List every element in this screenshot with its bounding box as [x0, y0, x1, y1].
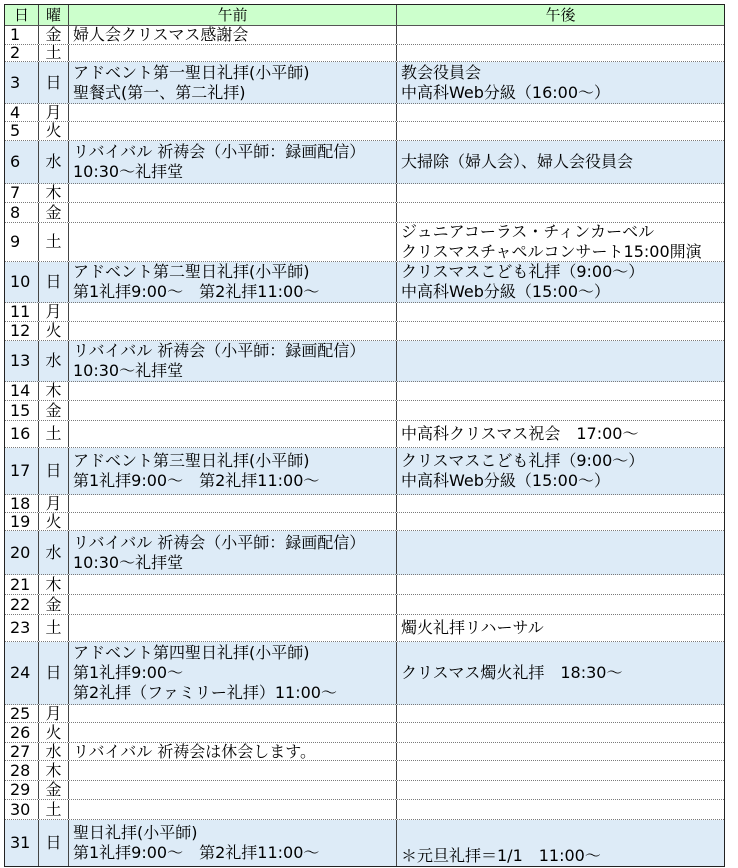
weekday-cell: 月 — [39, 303, 69, 321]
am-line: 第1礼拝9:00～ — [73, 663, 184, 682]
weekday-cell: 金 — [39, 595, 69, 614]
weekday-cell: 水 — [39, 531, 69, 574]
pm-cell — [397, 761, 724, 780]
am-line: アドベント第三聖日礼拝(小平師) — [73, 451, 310, 470]
pm-cell — [397, 184, 724, 202]
day-cell: 27 — [5, 743, 39, 760]
day-cell: 18 — [5, 495, 39, 512]
schedule-row — [5, 184, 724, 203]
weekday-cell: 木 — [39, 382, 69, 400]
header-pm: 午後 — [545, 6, 576, 24]
weekday-cell: 金 — [39, 203, 69, 222]
schedule-row — [5, 723, 724, 743]
am-cell — [69, 723, 397, 742]
am-line: 婦人会クリスマス感謝会 — [73, 26, 249, 44]
am-cell — [69, 401, 397, 420]
weekday-cell: 月 — [39, 705, 69, 722]
pm-cell — [397, 743, 724, 760]
am-cell — [69, 223, 397, 261]
schedule-row — [5, 642, 724, 705]
header-am: 午前 — [69, 5, 397, 25]
weekday-cell: 土 — [39, 421, 69, 447]
day-cell: 2 — [5, 45, 39, 61]
day-cell: 8 — [5, 203, 39, 222]
am-cell — [69, 303, 397, 321]
schedule-row — [5, 62, 724, 104]
am-line: 第1礼拝9:00～ 第2礼拝11:00～ — [73, 471, 320, 490]
weekday-cell: 水 — [39, 743, 69, 760]
pm-cell — [397, 401, 724, 420]
pm-cell — [397, 800, 724, 819]
day-cell: 29 — [5, 781, 39, 799]
day-cell: 21 — [5, 575, 39, 594]
am-line: 10:30～礼拝堂 — [73, 162, 184, 181]
weekday-cell: 水 — [39, 341, 69, 381]
pm-cell — [397, 104, 724, 121]
am-line: アドベント第四聖日礼拝(小平師) — [73, 643, 310, 662]
schedule-row — [5, 615, 724, 642]
pm-cell — [397, 62, 724, 103]
schedule-row — [5, 781, 724, 800]
schedule-row — [5, 223, 724, 262]
schedule-row — [5, 122, 724, 141]
am-cell — [69, 262, 397, 302]
day-cell: 14 — [5, 382, 39, 400]
schedule-row — [5, 513, 724, 531]
am-cell — [69, 203, 397, 222]
am-line: 10:30～礼拝堂 — [73, 361, 184, 380]
weekday-cell: 月 — [39, 495, 69, 512]
am-line: アドベント第一聖日礼拝(小平師) — [73, 62, 310, 82]
schedule-row — [5, 705, 724, 723]
pm-line: クリスマス燭火礼拝 18:30～ — [401, 663, 623, 682]
schedule-row — [5, 448, 724, 495]
am-cell — [69, 45, 397, 61]
am-cell — [69, 615, 397, 641]
am-cell — [69, 761, 397, 780]
schedule-row — [5, 141, 724, 184]
weekday-cell: 日 — [39, 262, 69, 302]
schedule-row — [5, 341, 724, 382]
day-cell: 28 — [5, 761, 39, 780]
schedule-row — [5, 322, 724, 341]
am-cell — [69, 141, 397, 183]
am-cell — [69, 495, 397, 512]
day-cell: 17 — [5, 448, 39, 494]
weekday-cell: 金 — [39, 26, 69, 44]
am-cell — [69, 322, 397, 340]
day-cell: 15 — [5, 401, 39, 420]
weekday-cell: 金 — [39, 401, 69, 420]
pm-line: クリスマスチャペルコンサート15:00開演 — [401, 242, 702, 261]
am-line: リバイバル 祈祷会（小平師：録画配信） — [73, 142, 366, 161]
pm-cell — [397, 575, 724, 594]
pm-line: ジュニアコーラス・チィンカーベル — [401, 223, 655, 241]
day-cell: 3 — [5, 62, 39, 103]
pm-cell — [397, 141, 724, 183]
schedule-row — [5, 203, 724, 223]
am-cell — [69, 531, 397, 574]
pm-cell — [397, 322, 724, 340]
pm-line: 燭火礼拝リハーサル — [401, 618, 544, 637]
pm-cell — [397, 262, 724, 302]
am-cell — [69, 26, 397, 44]
day-cell: 13 — [5, 341, 39, 381]
pm-cell — [397, 223, 724, 261]
pm-line: 大掃除（婦人会）、婦人会役員会 — [401, 152, 634, 171]
weekday-cell: 木 — [39, 575, 69, 594]
pm-cell — [397, 642, 724, 704]
pm-cell — [397, 615, 724, 641]
pm-line: 中高科Web分級（15:00～） — [401, 282, 610, 301]
day-cell: 20 — [5, 531, 39, 574]
pm-cell — [397, 382, 724, 400]
day-cell: 10 — [5, 262, 39, 302]
header-row — [5, 5, 724, 26]
pm-line: クリスマスこども礼拝（9:00～） — [401, 451, 645, 470]
am-cell — [69, 184, 397, 202]
weekday-cell: 金 — [39, 781, 69, 799]
am-cell — [69, 820, 397, 866]
pm-cell — [397, 513, 724, 530]
schedule-row — [5, 531, 724, 575]
pm-line: 中高科Web分級（16:00～） — [401, 82, 610, 102]
schedule-row — [5, 104, 724, 122]
am-line: リバイバル 祈祷会（小平師：録画配信） — [73, 532, 366, 552]
weekday-cell: 水 — [39, 141, 69, 183]
pm-cell — [397, 705, 724, 722]
schedule-row — [5, 800, 724, 820]
schedule-row — [5, 303, 724, 322]
weekday-cell: 土 — [39, 223, 69, 261]
am-line: 第1礼拝9:00～ 第2礼拝11:00～ — [73, 843, 320, 862]
day-cell: 1 — [5, 26, 39, 44]
day-cell: 31 — [5, 820, 39, 866]
pm-cell — [397, 723, 724, 742]
pm-cell — [397, 122, 724, 140]
pm-line: クリスマスこども礼拝（9:00～） — [401, 262, 645, 281]
pm-line: ＊元旦礼拝＝1/1 11:00～ — [401, 846, 601, 865]
pm-cell — [397, 531, 724, 574]
pm-cell — [397, 820, 724, 866]
am-line: リバイバル 祈祷会は休会します。 — [73, 743, 317, 760]
day-cell: 9 — [5, 223, 39, 261]
am-cell — [69, 104, 397, 121]
pm-cell — [397, 303, 724, 321]
schedule-row — [5, 382, 724, 401]
am-cell — [69, 642, 397, 704]
weekday-cell: 土 — [39, 800, 69, 819]
day-cell: 12 — [5, 322, 39, 340]
am-line: 聖日礼拝(小平師) — [73, 823, 198, 842]
pm-cell — [397, 781, 724, 799]
pm-cell — [397, 26, 724, 44]
am-cell — [69, 382, 397, 400]
day-cell: 19 — [5, 513, 39, 530]
day-cell: 5 — [5, 122, 39, 140]
pm-cell — [397, 448, 724, 494]
schedule-row — [5, 45, 724, 62]
day-cell: 11 — [5, 303, 39, 321]
am-line: 第1礼拝9:00～ 第2礼拝11:00～ — [73, 282, 320, 301]
schedule-row — [5, 26, 724, 45]
am-cell — [69, 122, 397, 140]
day-cell: 16 — [5, 421, 39, 447]
am-cell — [69, 62, 397, 103]
weekday-cell: 日 — [39, 642, 69, 704]
am-cell — [69, 705, 397, 722]
header-weekday: 曜 — [39, 5, 69, 25]
am-line: 10:30～礼拝堂 — [73, 552, 184, 572]
schedule-row — [5, 401, 724, 421]
am-line: アドベント第二聖日礼拝(小平師) — [73, 262, 310, 281]
day-cell: 23 — [5, 615, 39, 641]
day-cell: 24 — [5, 642, 39, 704]
day-cell: 7 — [5, 184, 39, 202]
weekday-cell: 火 — [39, 513, 69, 530]
am-line: 第2礼拝（ファミリー礼拝）11:00～ — [73, 683, 337, 702]
am-cell — [69, 781, 397, 799]
day-cell: 26 — [5, 723, 39, 742]
weekday-cell: 土 — [39, 45, 69, 61]
pm-cell — [397, 421, 724, 447]
day-cell: 22 — [5, 595, 39, 614]
schedule-table — [4, 4, 725, 867]
schedule-row — [5, 262, 724, 303]
weekday-cell: 火 — [39, 723, 69, 742]
schedule-row — [5, 743, 724, 761]
schedule-row — [5, 595, 724, 615]
weekday-cell: 土 — [39, 615, 69, 641]
am-cell — [69, 800, 397, 819]
am-cell — [69, 595, 397, 614]
am-cell — [69, 341, 397, 381]
weekday-cell: 日 — [39, 62, 69, 103]
day-cell: 30 — [5, 800, 39, 819]
am-line: 聖餐式(第一、第二礼拝) — [73, 82, 246, 102]
am-cell — [69, 743, 397, 760]
pm-cell — [397, 495, 724, 512]
day-cell: 25 — [5, 705, 39, 722]
day-cell: 6 — [5, 141, 39, 183]
pm-cell — [397, 203, 724, 222]
pm-cell — [397, 45, 724, 61]
am-cell — [69, 513, 397, 530]
am-line: リバイバル 祈祷会（小平師：録画配信） — [73, 341, 366, 360]
weekday-cell: 木 — [39, 761, 69, 780]
pm-line: 中高科クリスマス祝会 17:00～ — [401, 424, 639, 443]
weekday-cell: 火 — [39, 322, 69, 340]
pm-line: 中高科Web分級（15:00～） — [401, 471, 610, 490]
weekday-cell: 月 — [39, 104, 69, 121]
weekday-cell: 日 — [39, 820, 69, 866]
day-cell: 4 — [5, 104, 39, 121]
schedule-row — [5, 575, 724, 595]
schedule-row — [5, 421, 724, 448]
am-cell — [69, 575, 397, 594]
pm-cell — [397, 341, 724, 381]
schedule-row — [5, 820, 724, 866]
am-cell — [69, 448, 397, 494]
pm-line: 教会役員会 — [401, 62, 482, 82]
schedule-row — [5, 761, 724, 781]
weekday-cell: 火 — [39, 122, 69, 140]
weekday-cell: 日 — [39, 448, 69, 494]
am-cell — [69, 421, 397, 447]
schedule-row — [5, 495, 724, 513]
weekday-cell: 木 — [39, 184, 69, 202]
header-day: 日 — [5, 5, 39, 25]
pm-cell — [397, 595, 724, 614]
